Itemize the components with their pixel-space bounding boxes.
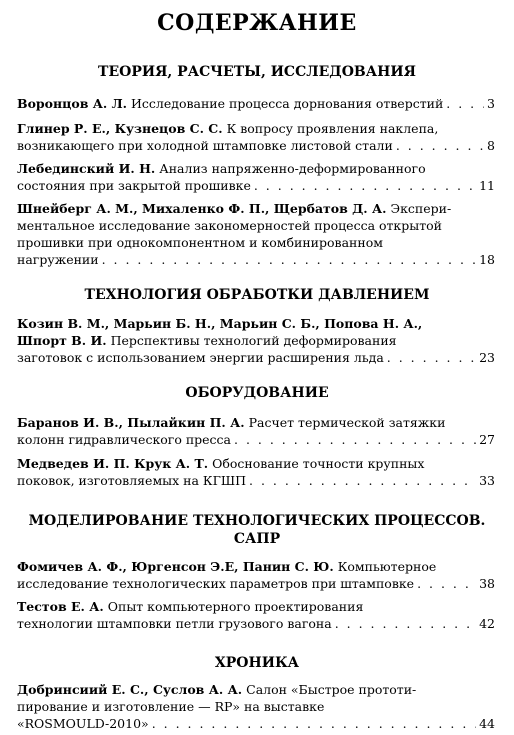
section-heading: ТЕХНОЛОГИЯ ОБРАБОТКИ ДАВЛЕНИЕМ xyxy=(84,287,430,303)
entry-title-line: состояния при закрытой прошивке xyxy=(17,178,251,193)
entry-title-line: колонн гидравлического пресса xyxy=(17,432,232,447)
entry-authors: Шпорт В. И. xyxy=(17,333,107,348)
entry-authors: Воронцов А. Л. xyxy=(17,96,128,111)
section-heading-line: МОДЕЛИРОВАНИЕ ТЕХНОЛОГИЧЕСКИХ ПРОЦЕССОВ. xyxy=(28,513,486,529)
entry-title-line: Анализ напряженно-деформированного xyxy=(159,161,426,176)
page-number: 18 xyxy=(479,252,495,267)
leader-dots xyxy=(387,349,476,366)
toc-entry[interactable] xyxy=(17,160,495,194)
section-heading xyxy=(0,512,514,548)
entry-title-line: Опыт компьютерного проектирования xyxy=(107,599,364,614)
entry-authors: Медведев И. П. Крук А. Т. xyxy=(17,456,209,471)
entry-title-line: возникающего при холодной штамповке листовой стали xyxy=(17,138,393,153)
leader-dots xyxy=(249,472,476,489)
entry-title-line: Компьютерное xyxy=(337,559,437,574)
entry-title-line: Исследование процесса дорнования отверстий xyxy=(131,96,444,111)
leader-dots xyxy=(234,431,476,448)
entry-authors: Лебединский И. Н. xyxy=(17,161,156,176)
page-number: 38 xyxy=(479,576,495,591)
entry-title-line: К вопросу проявления наклепа, xyxy=(226,121,439,136)
page-number: 23 xyxy=(479,350,495,365)
toc-entry[interactable] xyxy=(17,414,495,448)
entry-authors: Добринсиий Е. С., Суслов А. А. xyxy=(17,682,243,697)
page-number: 42 xyxy=(479,616,495,631)
entry-title-line: прошивки при однокомпонентном и комбинированном xyxy=(17,235,383,250)
leader-dots xyxy=(446,95,484,112)
toc-entry[interactable] xyxy=(17,95,495,112)
entry-title-line: ментальное исследование закономерностей процесса открытой xyxy=(17,218,442,233)
page-number: 33 xyxy=(479,473,495,488)
page-number: 3 xyxy=(487,96,495,111)
section-heading-line: САПР xyxy=(233,531,281,547)
leader-dots xyxy=(396,137,484,154)
entry-authors: Баранов И. В., Пылайкин П. А. xyxy=(17,415,245,430)
toc-entry[interactable] xyxy=(17,315,495,366)
entry-authors: Шнейберг А. М., Михаленко Ф. П., Щербатов Д. А. xyxy=(17,201,387,216)
leader-dots xyxy=(417,575,476,592)
toc-entry[interactable] xyxy=(17,120,495,154)
toc-entry[interactable] xyxy=(17,455,495,489)
section-heading: ОБОРУДОВАНИЕ xyxy=(185,385,329,401)
entry-title-line: «ROSMOULD-2010» xyxy=(17,716,149,731)
entry-title-line: Экспери- xyxy=(390,201,452,216)
entry-title-line: поковок, изготовляемых на КГШП xyxy=(17,473,247,488)
entry-title-line: пирование и изготовление — RP» на выставке xyxy=(17,699,325,714)
page-number: 8 xyxy=(487,138,495,153)
toc-entry[interactable] xyxy=(17,558,495,592)
leader-dots xyxy=(335,615,476,632)
entry-authors: Тестов Е. А. xyxy=(17,599,104,614)
leader-dots xyxy=(152,715,476,732)
entry-title-line: Салон «Быстрое прототи- xyxy=(246,682,417,697)
page-number: 11 xyxy=(479,178,495,193)
toc-entry[interactable] xyxy=(17,598,495,632)
leader-dots xyxy=(102,251,477,268)
section-heading: ХРОНИКА xyxy=(214,655,300,671)
entry-title-line: заготовок с использованием энергии расширения льда xyxy=(17,350,384,365)
entry-title-line: Перспективы технологий деформирования xyxy=(110,333,397,348)
section-heading: ТЕОРИЯ, РАСЧЕТЫ, ИССЛЕДОВАНИЯ xyxy=(98,64,416,80)
entry-title-line: исследование технологических параметров при штамповке xyxy=(17,576,415,591)
entry-title-line: технологии штамповки петли грузового вагона xyxy=(17,616,332,631)
toc-entry[interactable] xyxy=(17,681,495,732)
entry-title-line: Обоснование точности крупных xyxy=(212,456,425,471)
entry-authors: Козин В. М., Марьин Б. Н., Марьин С. Б., Попова Н. А., xyxy=(17,316,423,331)
entry-authors: Фомичев А. Ф., Юргенсон Э.Е, Панин С. Ю. xyxy=(17,559,334,574)
page-number: 27 xyxy=(479,432,495,447)
entry-authors: Глинер Р. Е., Кузнецов С. С. xyxy=(17,121,223,136)
toc-entry[interactable] xyxy=(17,200,495,268)
entry-title-line: Расчет термической затяжки xyxy=(248,415,446,430)
page-number: 44 xyxy=(479,716,495,731)
leader-dots xyxy=(254,177,476,194)
entry-title-line: нагружении xyxy=(17,252,99,267)
page-title: СОДЕРЖАНИЕ xyxy=(157,10,357,36)
